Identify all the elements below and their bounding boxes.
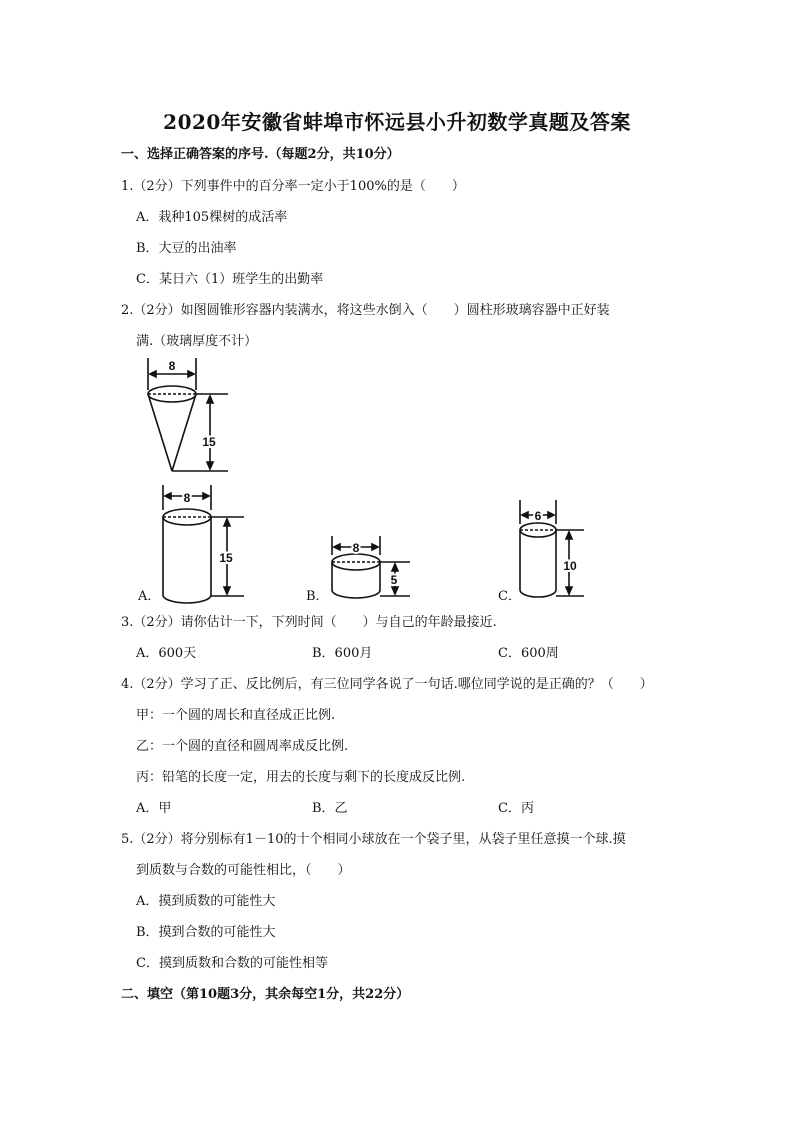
cylinder-b-height-label: 5 [390,573,398,587]
question-4-stem: 4.（2分）学习了正、反比例后，有三位同学各说了一句话.哪位同学说的是正确的？（ ） [121,677,653,692]
question-2-stem-line1: 2.（2分）如图圆锥形容器内装满水，将这些水倒入（ ）圆柱形玻璃容器中正好装 [121,303,610,318]
question-3-option-a: A．600天 [136,646,197,661]
question-3-option-c: C．600周 [498,646,559,661]
question-1-option-b: B．大豆的出油率 [136,241,237,256]
question-2-option-b-label: B． [306,589,329,604]
question-2-option-c-label: C． [498,589,521,604]
cylinder-a [163,485,244,603]
question-2-stem-line2: 满.（玻璃厚度不计） [136,334,258,349]
question-4-statement-bing: 丙：铅笔的长度一定，用去的长度与剩下的长度成反比例. [136,770,466,785]
question-5-stem-line2: 到质数与合数的可能性相比，（ ） [136,863,351,878]
question-5-option-c: C．摸到质数和合数的可能性相等 [136,956,328,971]
question-1-option-c: C．某日六（1）班学生的出勤率 [136,272,324,287]
question-5-option-a: A．摸到质数的可能性大 [136,894,276,909]
cone-diameter-label: 8 [168,359,176,373]
question-1-stem: 1.（2分）下列事件中的百分率一定小于100%的是（ ） [121,179,465,194]
question-2-option-a-label: A． [138,589,161,604]
question-4-statement-jia: 甲：一个圆的周长和直径成正比例. [136,708,336,723]
question-4-statement-yi: 乙：一个圆的直径和圆周率成反比例. [136,739,349,754]
question-3-stem: 3.（2分）请你估计一下，下列时间（ ）与自己的年龄最接近. [121,615,497,630]
cylinder-c [520,500,584,597]
question-4-option-b: B．乙 [312,801,348,816]
question-4-option-c: C．丙 [498,801,534,816]
cylinder-a-diameter-label: 8 [183,491,191,505]
question-4-option-a: A．甲 [136,801,172,816]
question-1-option-a: A．栽种105棵树的成活率 [136,210,288,225]
question-3-option-b: B．600月 [312,646,373,661]
question-5-stem-line1: 5.（2分）将分别标有1－10的十个相同小球放在一个袋子里，从袋子里任意摸一个球.摸 [121,832,626,847]
cylinder-c-height-label: 10 [563,559,577,573]
cylinder-b-diameter-label: 8 [352,541,360,555]
cylinder-b [332,536,410,598]
section-1-heading: 一、选择正确答案的序号.（每题2分，共10分） [121,147,400,162]
cone-container [148,358,228,471]
cylinder-c-diameter-label: 6 [534,509,542,523]
question-2-figure [0,350,794,610]
page-title: 2020年安徽省蚌埠市怀远县小升初数学真题及答案 [163,110,631,134]
cone-height-label: 15 [202,435,216,449]
section-2-heading: 二、填空（第10题3分，其余每空1分，共22分） [121,987,410,1002]
cylinder-a-height-label: 15 [219,551,233,565]
question-5-option-b: B．摸到合数的可能性大 [136,925,276,940]
